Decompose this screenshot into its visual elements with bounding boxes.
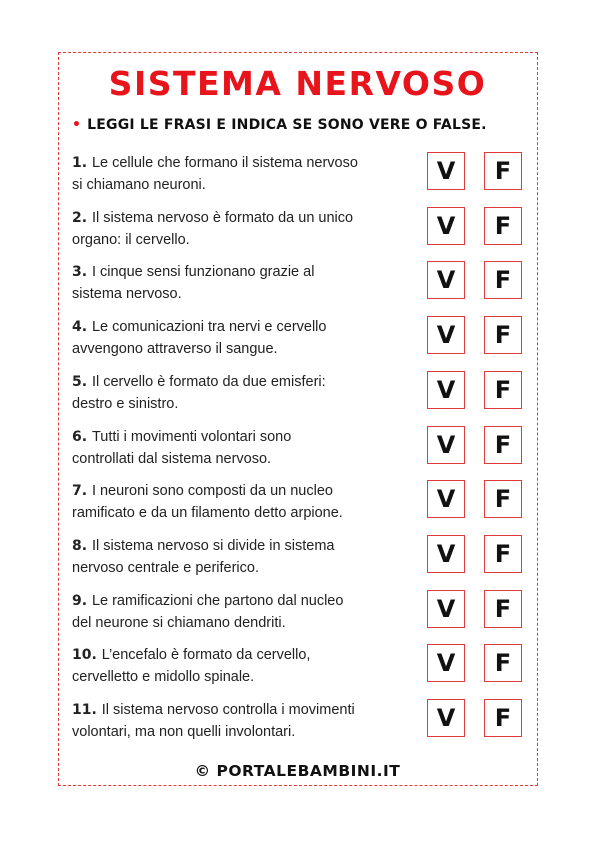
false-checkbox[interactable]: F <box>484 590 522 628</box>
question-number: 10. <box>72 647 102 664</box>
question-row <box>0 371 595 425</box>
true-checkbox[interactable]: V <box>427 371 465 409</box>
question-line-1: I cinque sensi funzionano grazie al <box>91 264 315 281</box>
question-line-2: avvengono attraverso il sangue. <box>72 341 278 358</box>
true-checkbox[interactable]: V <box>427 426 465 464</box>
question-line-2: si chiamano neuroni. <box>72 177 206 193</box>
question-number: 8. <box>72 537 92 554</box>
question-text <box>72 261 417 305</box>
false-checkbox[interactable]: F <box>484 699 522 737</box>
true-checkbox[interactable]: V <box>427 207 465 245</box>
question-line-2: cervelletto e midollo spinale. <box>72 669 255 686</box>
true-checkbox[interactable]: V <box>427 535 465 573</box>
question-line-1: Il sistema nervoso controlla i movimenti <box>101 702 355 718</box>
question-line-2: organo: il cervello. <box>72 231 190 248</box>
question-text <box>72 426 417 470</box>
instruction-line <box>72 117 487 133</box>
question-line-2: nervoso centrale e periferico. <box>72 559 259 576</box>
question-line-2: sistema nervoso. <box>72 286 182 303</box>
question-line-2: destro e sinistro. <box>72 395 179 412</box>
red-bullet-icon: • <box>72 117 82 133</box>
question-line-1: Le cellule che formano il sistema nervoso <box>91 155 358 171</box>
question-row <box>0 152 595 206</box>
question-row <box>0 426 595 480</box>
question-text <box>72 207 417 251</box>
question-number: 9. <box>72 592 92 609</box>
question-row <box>0 316 595 370</box>
true-checkbox[interactable]: V <box>427 316 465 354</box>
question-line-2: controllati dal sistema nervoso. <box>72 450 272 467</box>
question-text <box>72 371 417 415</box>
question-row <box>0 535 595 589</box>
false-checkbox[interactable]: F <box>484 480 522 518</box>
question-line-1: Il sistema nervoso è formato da un unico <box>91 209 354 226</box>
question-line-1: Il cervello è formato da due emisferi: <box>91 373 326 390</box>
question-number: 7. <box>72 483 92 500</box>
question-text <box>72 644 417 688</box>
copyright-footer: © PORTALEBAMBINI.IT <box>194 762 401 780</box>
false-checkbox[interactable]: F <box>484 426 522 464</box>
question-row <box>0 644 595 698</box>
question-number: 4. <box>72 319 92 336</box>
false-checkbox[interactable]: F <box>484 261 522 299</box>
question-row <box>0 590 595 644</box>
question-line-2: ramificato e da un filamento detto arpione. <box>72 505 343 522</box>
false-checkbox[interactable]: F <box>484 207 522 245</box>
question-line-2: del neurone si chiamano dendriti. <box>72 614 286 631</box>
true-checkbox[interactable]: V <box>427 644 465 682</box>
question-text <box>72 535 417 579</box>
question-line-1: Il sistema nervoso si divide in sistema <box>91 537 335 554</box>
instruction-text: LEGGI LE FRASI E INDICA SE SONO VERE O FALSE. <box>87 117 487 133</box>
question-row <box>0 261 595 315</box>
true-checkbox[interactable]: V <box>427 699 465 737</box>
false-checkbox[interactable]: F <box>484 371 522 409</box>
question-number: 1. <box>72 155 92 171</box>
question-text <box>72 699 417 743</box>
false-checkbox[interactable]: F <box>484 152 522 190</box>
question-number: 6. <box>72 428 92 445</box>
question-text <box>72 480 417 524</box>
question-line-1: I neuroni sono composti da un nucleo <box>91 483 333 500</box>
question-number: 5. <box>72 373 92 390</box>
true-checkbox[interactable]: V <box>427 590 465 628</box>
question-row <box>0 699 595 753</box>
question-line-1: Le comunicazioni tra nervi e cervello <box>91 319 327 336</box>
worksheet-title: SISTEMA NERVOSO <box>108 64 487 103</box>
question-line-1: Le ramificazioni che partono dal nucleo <box>91 592 344 609</box>
question-number: 3. <box>72 264 92 281</box>
false-checkbox[interactable]: F <box>484 316 522 354</box>
question-row <box>0 480 595 534</box>
question-text <box>72 590 417 634</box>
false-checkbox[interactable]: F <box>484 644 522 682</box>
question-line-1: Tutti i movimenti volontari sono <box>91 428 292 445</box>
question-row <box>0 207 595 261</box>
false-checkbox[interactable]: F <box>484 535 522 573</box>
question-line-2: volontari, ma non quelli involontari. <box>72 724 296 740</box>
true-checkbox[interactable]: V <box>427 152 465 190</box>
question-text <box>72 316 417 360</box>
true-checkbox[interactable]: V <box>427 261 465 299</box>
true-checkbox[interactable]: V <box>427 480 465 518</box>
question-line-1: L’encefalo è formato da cervello, <box>101 647 311 664</box>
question-number: 2. <box>72 209 92 226</box>
question-number: 11. <box>72 702 102 718</box>
question-text <box>72 152 417 196</box>
